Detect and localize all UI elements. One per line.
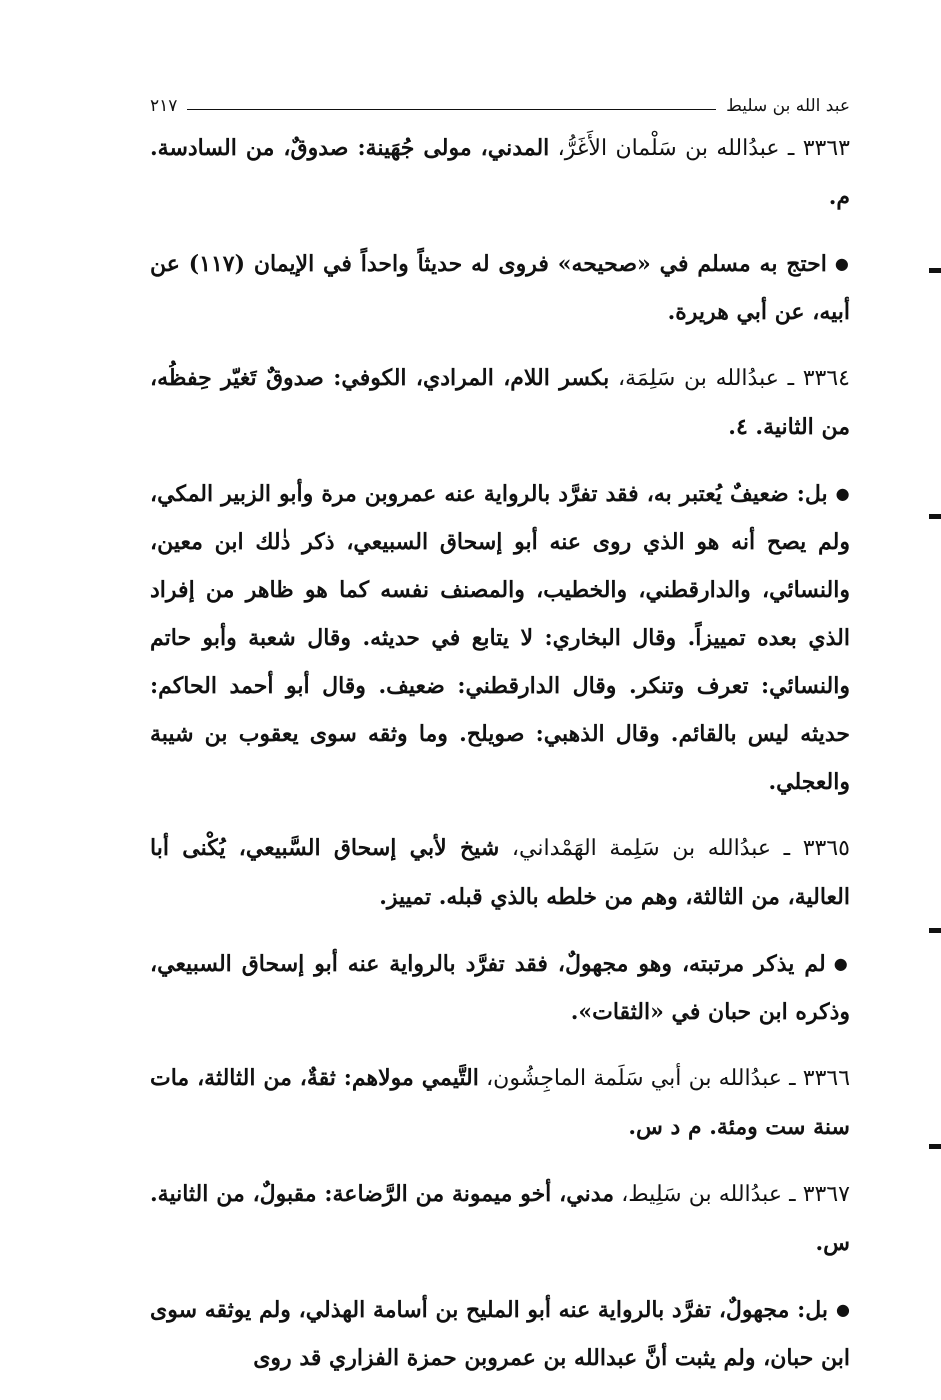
document-page — [150, 96, 850, 1400]
entry-text: مدني، أخو ميمونة من الرَّضاعة: مقبولٌ، من الثانية. س. — [150, 1181, 850, 1256]
entry-number: ٣٣٦٦ ـ — [789, 1066, 851, 1091]
header-rule — [187, 109, 716, 110]
note-text: ● بل: ضعيفٌ يُعتبر به، فقد تفرَّد بالرواية عنه عمروبن مرة وأبو الزبير المكي، ولم يصح أنه هو الذي روى عنه أبو إسحاق السبيعي، ذكر ذٰلك ابن معين، والنسائي، والدارقطني، والخطيب، والمصنف نفسه كما هو ظاهر من إفراد الذي بعده تمييزاً. وقال البخاري: لا يتابع في حديثه. وقال شعبة وأبو حاتم والنسائي: تعرف وتنكر. وقال الدارقطني: ضعيف. وقال أبو أحمد الحاكم: حديثه ليس بالقائم. وقال الذهبي: صويلح. وما وثقه سوى يعقوب بن شيبة والعجلي. — [150, 470, 850, 806]
header-title: عبد الله بن سليط — [726, 96, 850, 116]
note-3363 — [150, 240, 850, 336]
entry-number: ٣٣٦٧ ـ — [789, 1182, 850, 1207]
note-3367 — [150, 1286, 850, 1382]
note-text: ● لم يذكر مرتبته، وهو مجهولٌ، فقد تفرَّد بالرواية عنه أبو إسحاق السبيعي، وذكره ابن حبان في «الثقات». — [150, 940, 850, 1036]
running-header — [150, 96, 850, 116]
page-number: ٢١٧ — [150, 96, 178, 116]
entry-3365 — [150, 824, 850, 922]
entry-text: التَّيمي مولاهم: ثقةٌ، من الثالثة، مات سنة ست ومئة. م د س. — [150, 1065, 850, 1140]
entry-name: عبدُالله بن سَلِمَة، — [618, 366, 779, 391]
entry-name: عبدُالله بن سَلِيط، — [621, 1182, 782, 1207]
margin-mark — [929, 268, 941, 273]
entry-3364 — [150, 354, 850, 452]
entry-text: المدني، مولى جُهَينة: صدوقٌ، من السادسة. م. — [150, 135, 850, 210]
margin-mark — [929, 1144, 941, 1149]
note-3364 — [150, 470, 850, 806]
entry-3363 — [150, 124, 850, 222]
note-text: ● بل: مجهولٌ، تفرَّد بالرواية عنه أبو المليح بن أسامة الهذلي، ولم يوثقه سوى ابن حبان، ولم يثبت أنَّ عبدالله بن عمروبن حمزة الفزاري قد روى — [150, 1286, 850, 1382]
margin-mark — [929, 928, 941, 933]
entry-name: عبدُالله بن أبي سَلَمة الماجِشُون، — [486, 1066, 782, 1091]
entry-number: ٣٣٦٤ ـ — [787, 366, 850, 391]
entry-number: ٣٣٦٣ ـ — [787, 136, 850, 161]
entry-name: عبدُالله بن سَلِمة الهَمْداني، — [511, 836, 771, 861]
note-text: ● احتج به مسلم في «صحيحه» فروى له حديثاً واحداً في الإيمان (١١٧) عن أبيه، عن أبي هريرة. — [150, 240, 850, 336]
entry-3367 — [150, 1170, 850, 1268]
note-3365 — [150, 940, 850, 1036]
margin-mark — [929, 514, 941, 519]
entry-number: ٣٣٦٥ ـ — [783, 836, 850, 861]
entry-name: عبدُالله بن سَلْمان الأَغَرُّ، — [557, 136, 780, 161]
entry-3366 — [150, 1054, 850, 1152]
entry-text: بكسر اللام، المرادي، الكوفي: صدوقٌ تَغيّر حِفظُه، من الثانية. ٤. — [150, 365, 850, 440]
entry-text: شيخ لأبي إسحاق السَّبيعي، يُكْنى أبا العالية، من الثالثة، وهم من خلطه بالذي قبله. تمييز. — [150, 835, 850, 910]
